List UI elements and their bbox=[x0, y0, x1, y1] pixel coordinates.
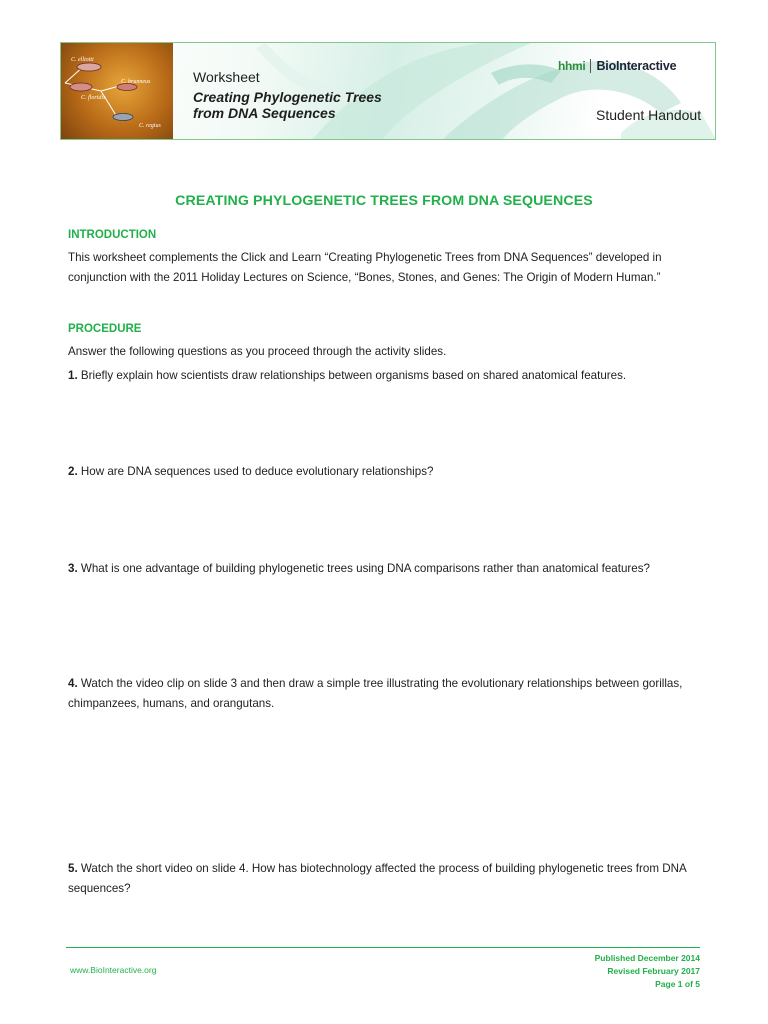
question-number: 2. bbox=[68, 465, 78, 478]
introduction-text: This worksheet complements the Click and Learn “Creating Phylogenetic Trees from DNA Sequences” developed in conjunction with the 2011 Holiday Lectures on Science, “Bones, Stones, and Genes: The Origin of Modern Human.” bbox=[68, 251, 662, 284]
species-label: C. regius bbox=[139, 123, 161, 129]
banner-title bbox=[193, 89, 382, 121]
lizard-phylogeny-image bbox=[61, 43, 173, 139]
worksheet-label: Worksheet bbox=[193, 69, 260, 85]
logo-biointeractive-text: BioInteractive bbox=[596, 59, 677, 73]
footer-published-date: Published December 2014 bbox=[594, 953, 700, 963]
question-1 bbox=[68, 366, 708, 386]
footer-revised-date: Revised February 2017 bbox=[607, 966, 700, 976]
question-text: Watch the short video on slide 4. How has biotechnology affected the process of building phylogenetic trees from DNA sequences? bbox=[68, 862, 687, 895]
question-number: 3. bbox=[68, 562, 78, 575]
question-text: Briefly explain how scientists draw relationships between organisms based on shared anatomical features. bbox=[80, 369, 627, 382]
question-number: 1. bbox=[68, 369, 78, 382]
footer-publication-info bbox=[595, 952, 700, 991]
document-title: CREATING PHYLOGENETIC TREES FROM DNA SEQUENCES bbox=[175, 193, 593, 209]
question-5 bbox=[68, 859, 708, 898]
question-3 bbox=[68, 559, 708, 579]
question-text: What is one advantage of building phylogenetic trees using DNA comparisons rather than anatomical features? bbox=[80, 562, 650, 575]
logo-divider bbox=[590, 59, 591, 73]
question-number: 4. bbox=[68, 677, 78, 690]
footer-page-number: Page 1 of 5 bbox=[655, 979, 700, 989]
header-banner bbox=[60, 42, 716, 140]
question-2 bbox=[68, 462, 708, 482]
introduction-heading: INTRODUCTION bbox=[68, 229, 157, 241]
banner-title-line1: Creating Phylogenetic Trees bbox=[193, 89, 382, 105]
procedure-instructions: Answer the following questions as you proceed through the activity slides. bbox=[68, 345, 447, 358]
footer-website-link[interactable]: www.BioInteractive.org bbox=[70, 965, 157, 975]
species-label: C. floridis bbox=[81, 95, 106, 101]
footer-divider bbox=[66, 947, 700, 948]
question-4 bbox=[68, 674, 708, 713]
student-handout-label: Student Handout bbox=[596, 107, 702, 123]
question-text: Watch the video clip on slide 3 and then draw a simple tree illustrating the evolutionary relationships between gorillas, chimpanzees, humans, and orangutans. bbox=[68, 677, 683, 710]
hhmi-biointeractive-logo bbox=[558, 56, 676, 76]
logo-hhmi-text: hhmi bbox=[558, 59, 586, 73]
banner-title-line2: from DNA Sequences bbox=[193, 105, 336, 121]
question-number: 5. bbox=[68, 862, 78, 875]
species-label: C. brunneus bbox=[121, 79, 151, 85]
species-label: C. elliotti bbox=[71, 57, 94, 63]
procedure-heading: PROCEDURE bbox=[68, 323, 142, 335]
question-text: How are DNA sequences used to deduce evolutionary relationships? bbox=[80, 465, 434, 478]
